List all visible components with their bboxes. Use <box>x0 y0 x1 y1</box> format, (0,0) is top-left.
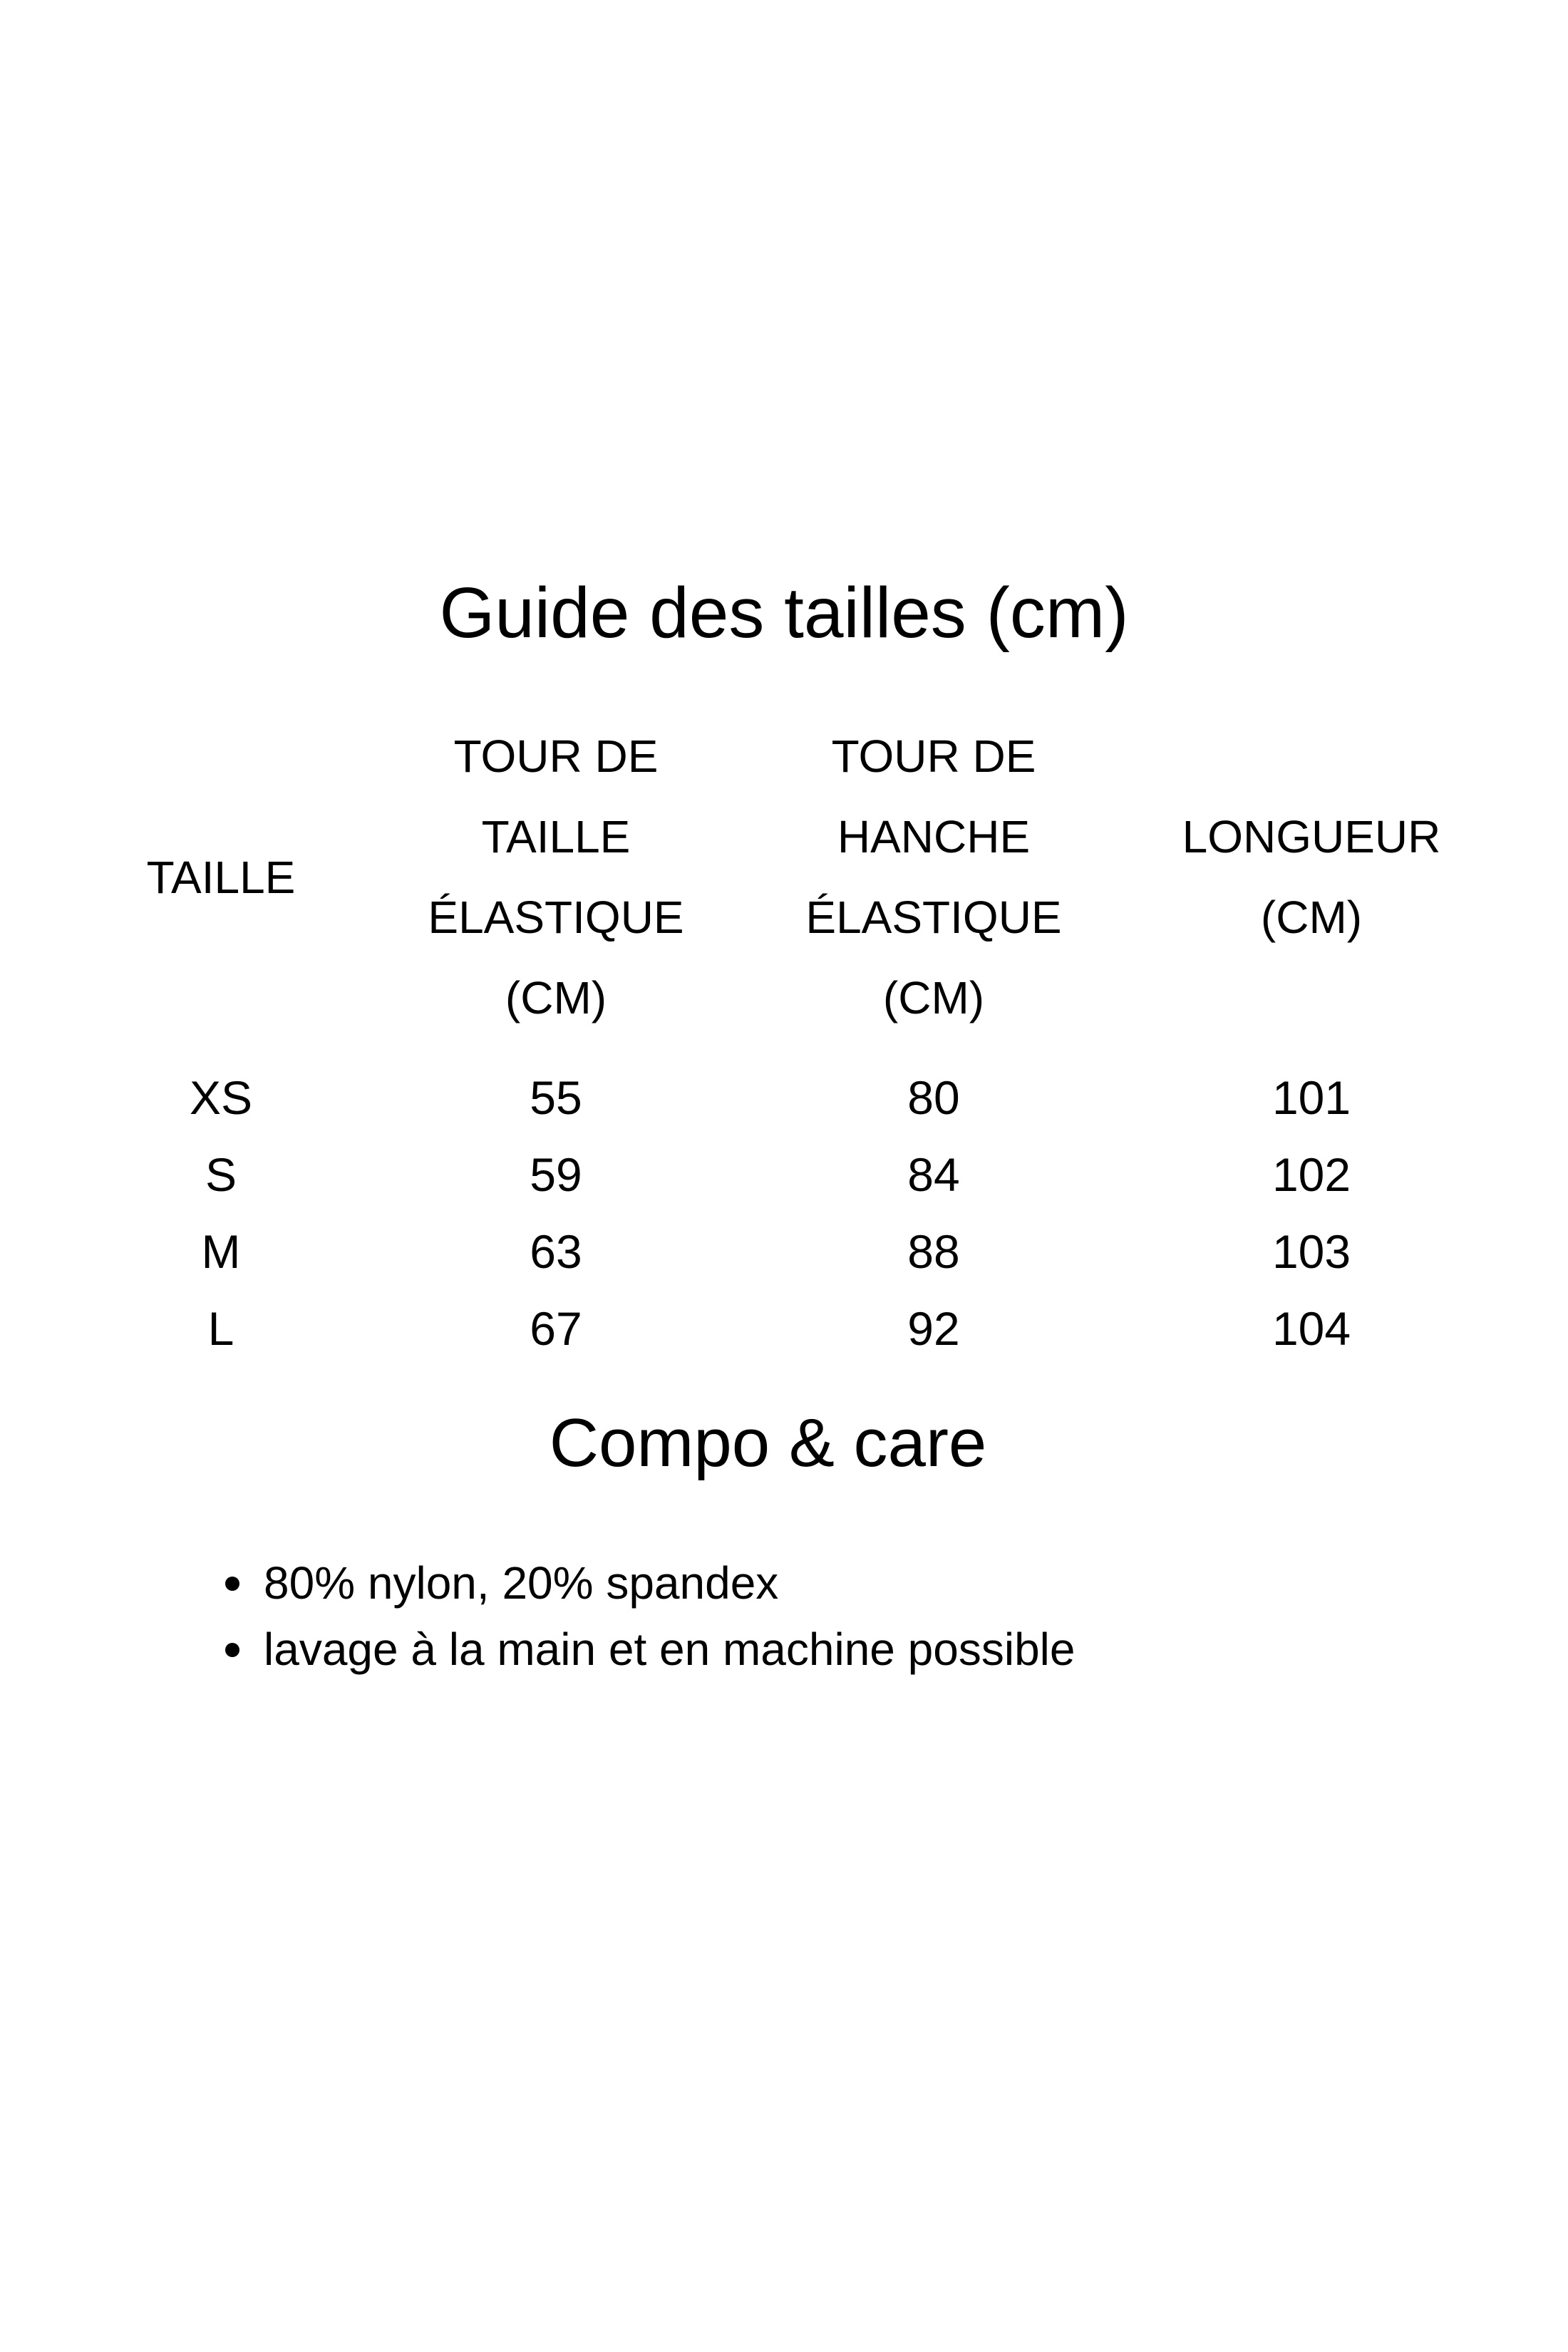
header-waist-line: TOUR DE <box>453 731 659 782</box>
cell-length: 101 <box>1272 1071 1351 1124</box>
cell-size: L <box>207 1302 234 1355</box>
header-size <box>36 837 406 918</box>
header-hip-line: HANCHE <box>837 811 1031 862</box>
cell-length: 103 <box>1272 1225 1351 1278</box>
bullet-icon <box>225 1643 239 1657</box>
header-waist <box>371 716 741 1038</box>
header-hip-line: (CM) <box>882 972 985 1023</box>
cell-waist: 59 <box>530 1148 582 1201</box>
header-length <box>1126 797 1497 958</box>
header-length-line: LONGUEUR <box>1182 811 1441 862</box>
care-list <box>221 1550 1075 1683</box>
header-length-line: (CM) <box>1260 892 1363 943</box>
cell-waist: 55 <box>530 1071 582 1124</box>
cell-hip: 88 <box>907 1225 960 1278</box>
cell-hip: 80 <box>907 1071 960 1124</box>
cell-size: M <box>201 1225 241 1278</box>
size-guide-title: Guide des tailles (cm) <box>439 573 1129 653</box>
list-item <box>221 1550 1075 1616</box>
cell-length: 104 <box>1272 1302 1351 1355</box>
header-waist-line: TAILLE <box>481 811 631 862</box>
header-hip <box>748 716 1119 1038</box>
care-item-text: 80% nylon, 20% spandex <box>264 1557 779 1609</box>
header-hip-line: ÉLASTIQUE <box>805 892 1062 943</box>
cell-waist: 67 <box>530 1302 582 1355</box>
care-title: Compo & care <box>549 1405 987 1481</box>
cell-size: S <box>205 1148 237 1201</box>
header-hip-line: TOUR DE <box>831 731 1036 782</box>
cell-waist: 63 <box>530 1225 582 1278</box>
list-item <box>221 1616 1075 1683</box>
cell-size: XS <box>189 1071 253 1124</box>
header-waist-line: ÉLASTIQUE <box>428 892 684 943</box>
header-size-line: TAILLE <box>146 852 296 903</box>
cell-length: 102 <box>1272 1148 1351 1201</box>
header-waist-line: (CM) <box>505 972 607 1023</box>
cell-hip: 92 <box>907 1302 960 1355</box>
bullet-icon <box>225 1577 239 1591</box>
cell-hip: 84 <box>907 1148 960 1201</box>
care-item-text: lavage à la main et en machine possible <box>264 1624 1076 1675</box>
